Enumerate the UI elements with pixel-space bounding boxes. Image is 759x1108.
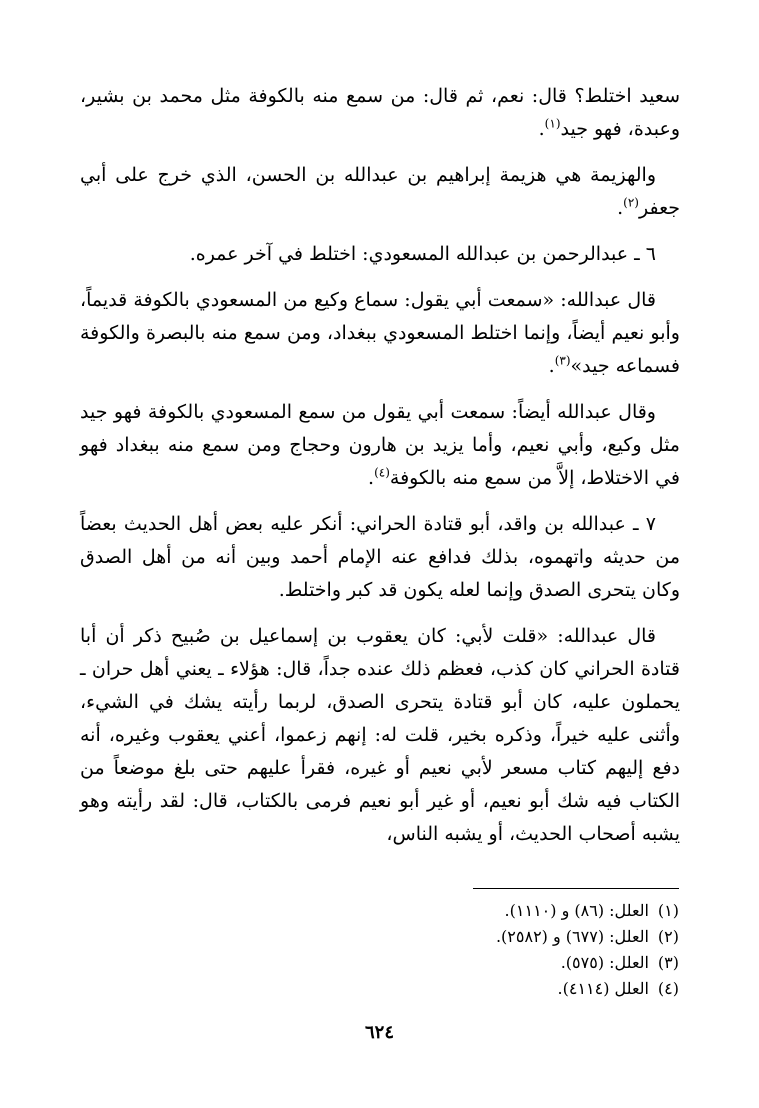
section-7 bbox=[80, 508, 680, 607]
footnote-number: (٣) bbox=[657, 953, 679, 972]
footnote-ref-4[interactable]: (٤) bbox=[374, 465, 390, 480]
footnote-4 bbox=[79, 976, 679, 1002]
page-number: ٦٢٤ bbox=[364, 1022, 394, 1043]
footnote-text: العلل: (٨٦) و (١١١٠). bbox=[504, 901, 649, 920]
paragraph-3 bbox=[80, 284, 680, 383]
page-body bbox=[80, 80, 680, 864]
footnote-3 bbox=[79, 950, 679, 976]
footnote-number: (٤) bbox=[657, 979, 679, 998]
paragraph-tail: . bbox=[548, 355, 555, 377]
footnote-ref-1[interactable]: (١) bbox=[544, 116, 561, 131]
footnote-text: العلل: (٥٧٥). bbox=[560, 953, 649, 972]
paragraph-text: قال عبدالله: «قلت لأبي: كان يعقوب بن إسماعيل بن صُبيح ذكر أن أبا قتادة الحراني كان كذب، فعظم ذلك عنده جداً، قال: هؤلاء ـ يعني أهل حران ـ يحملون عليه، كان أبو قتادة يتحرى الصدق، لربما رأيته يشك في الشيء، وأثنى عليه خيراً، وذكره بخير، قلت له: إنهم زعموا، أعني يعقوب وغيره، أنه دفع إليهم كتاب مسعر لأبي نعيم أو غيره، فقرأ عليهم حتى بلغ موضعاً من الكتاب فيه شك أبو نعيم، أو غير أبو نعيم فرمى بالكتاب، قال: لقد رأيته وهو يشبه أصحاب الحديث، أو يشبه الناس، bbox=[80, 625, 680, 845]
paragraph-1 bbox=[80, 80, 680, 146]
paragraph-5 bbox=[80, 620, 680, 851]
paragraph-text: والهزيمة هي هزيمة إبراهيم بن عبدالله بن الحسن، الذي خرج على أبي جعفر bbox=[80, 164, 680, 219]
section-heading-6 bbox=[80, 238, 680, 271]
paragraph-tail: . bbox=[538, 118, 545, 140]
footnotes bbox=[79, 898, 679, 1002]
footnote-text: العلل: (٦٧٧) و (٢٥٨٢). bbox=[495, 927, 649, 946]
footnote-text: العلل (٤١١٤). bbox=[557, 979, 649, 998]
footnote-number: (٢) bbox=[657, 927, 679, 946]
paragraph-tail: . bbox=[617, 197, 624, 219]
paragraph-text: وقال عبدالله أيضاً: سمعت أبي يقول من سمع المسعودي بالكوفة فهو جيد مثل وكيع، وأبي نعيم، وأما يزيد بن هارون وحجاج ومن سمع منه ببغداد فهو في الاختلاط، إلاَّ من سمع منه بالكوفة bbox=[80, 401, 680, 489]
footnote-number: (١) bbox=[657, 901, 679, 920]
footnote-1 bbox=[79, 898, 679, 924]
footnote-ref-3[interactable]: (٣) bbox=[554, 353, 571, 368]
paragraph-tail: . bbox=[368, 467, 375, 489]
footnote-2 bbox=[79, 924, 679, 950]
footnote-ref-2[interactable]: (٢) bbox=[623, 195, 639, 210]
footnote-divider bbox=[473, 888, 679, 889]
paragraph-text: ٧ ـ عبدالله بن واقد، أبو قتادة الحراني: أنكر عليه بعض أهل الحديث بعضاً من حديثه واتهموه، بذلك فدافع عنه الإمام أحمد وبين أنه من أهل الصدق وكان يتحرى الصدق وإنما لعله يكون قد كبر واختلط. bbox=[80, 513, 680, 601]
paragraph-text: سعيد اختلط؟ قال: نعم، ثم قال: من سمع منه بالكوفة مثل محمد بن بشير، وعبدة، فهو جيد bbox=[80, 85, 680, 140]
heading-text: ٦ ـ عبدالرحمن بن عبدالله المسعودي: اختلط في آخر عمره. bbox=[189, 243, 656, 265]
paragraph-text: قال عبدالله: «سمعت أبي يقول: سماع وكيع من المسعودي بالكوفة قديماً، وأبو نعيم أيضاً، وإنما اختلط المسعودي ببغداد، ومن سمع منه بالبصرة والكوفة فسماعه جيد» bbox=[80, 289, 680, 377]
paragraph-4 bbox=[80, 396, 680, 495]
paragraph-2 bbox=[80, 159, 680, 225]
